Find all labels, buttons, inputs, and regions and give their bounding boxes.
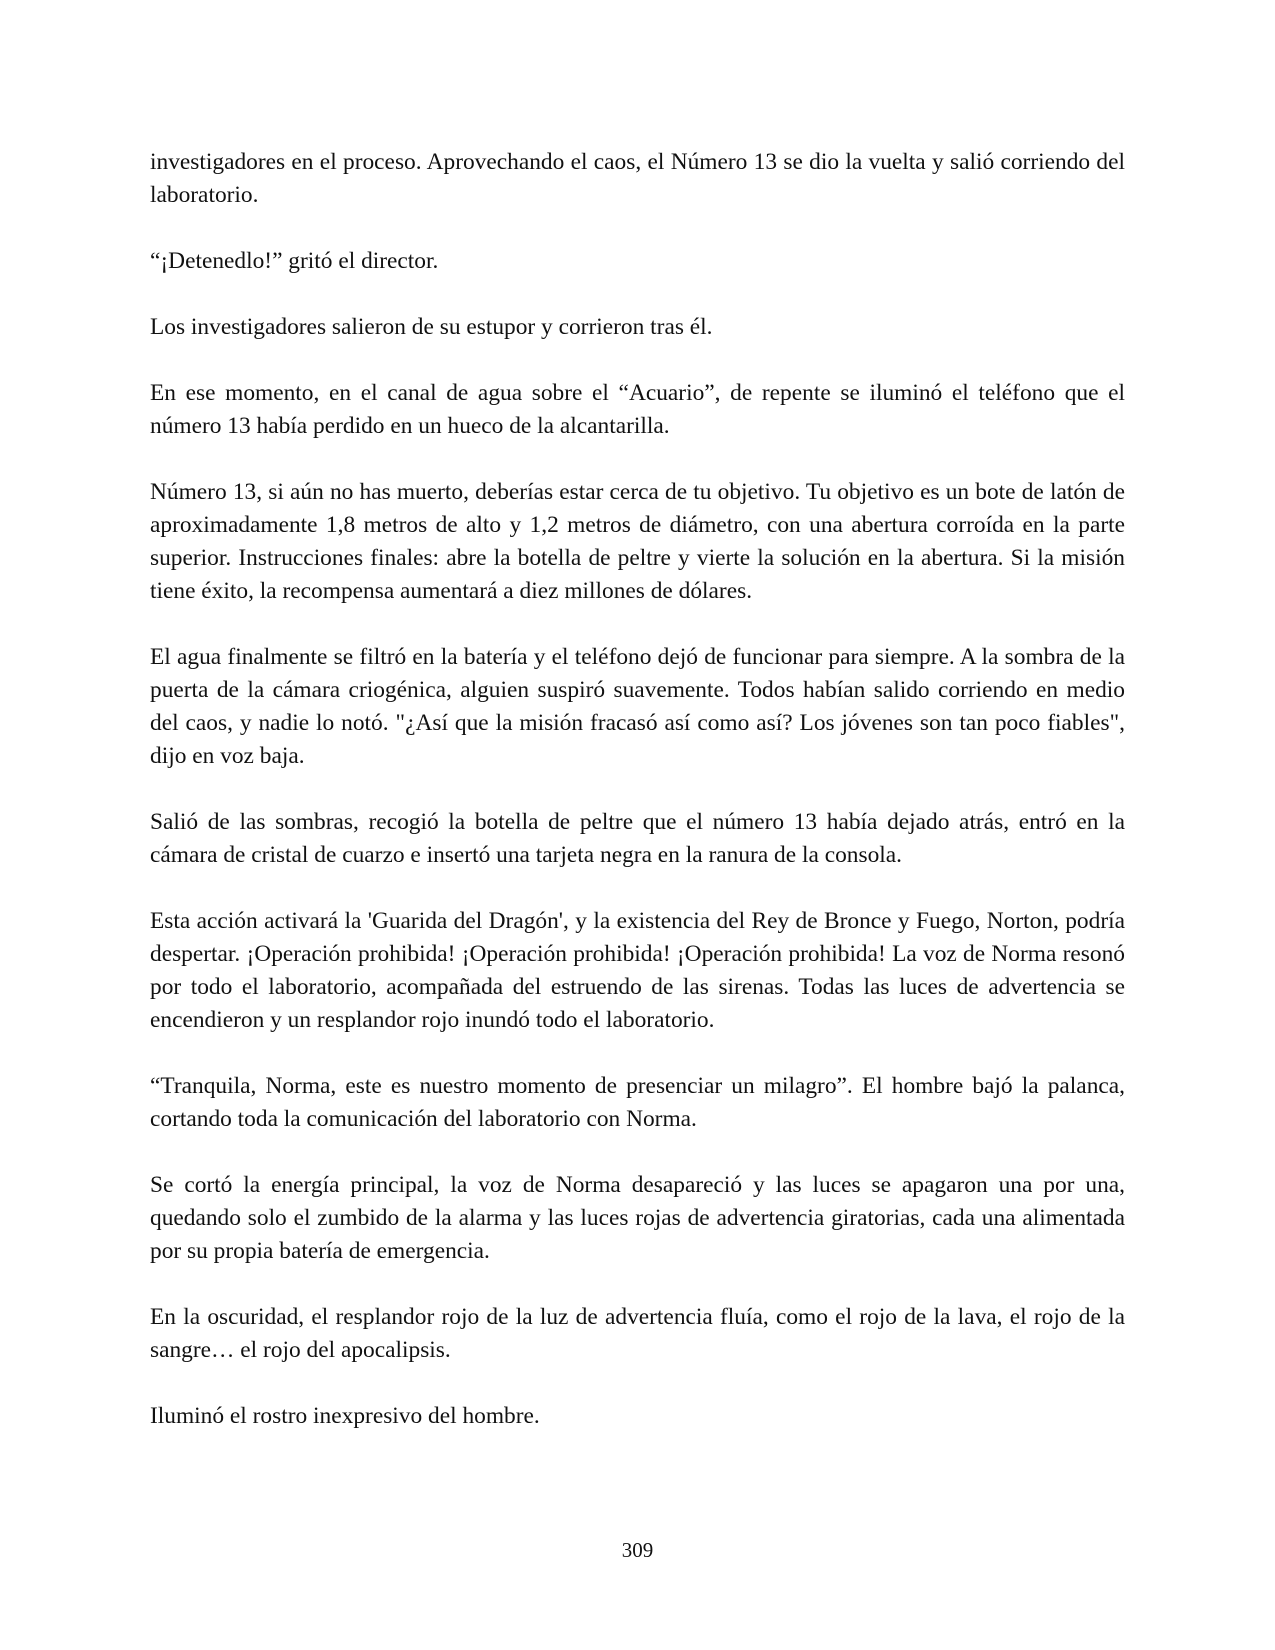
paragraph-4: En ese momento, en el canal de agua sobre el “Acuario”, de repente se iluminó el teléfono que el número 13 había perdido en un hueco de la alcantarilla. <box>150 380 1125 439</box>
paragraph-6: El agua finalmente se filtró en la batería y el teléfono dejó de funcionar para siempre. A la sombra de la puerta de la cámara criogénica, alguien suspiró suavemente. Todos habían salido corriendo en medio del caos, y nadie lo notó. "¿Así que la misión fracasó así como así? Los jóvenes son tan poco fiables", dijo en voz baja. <box>150 644 1125 769</box>
paragraph-8: Esta acción activará la 'Guarida del Dragón', y la existencia del Rey de Bronce y Fuego, Norton, podría despertar. ¡Operación prohibida! ¡Operación prohibida! ¡Operación prohibida! La voz de Norma resonó por todo el laboratorio, acompañada del estruendo de las sirenas. Todas las luces de advertencia se encendieron y un resplandor rojo inundó todo el laboratorio. <box>150 908 1125 1033</box>
paragraph-7: Salió de las sombras, recogió la botella de peltre que el número 13 había dejado atrás, entró en la cámara de cristal de cuarzo e insertó una tarjeta negra en la ranura de la consola. <box>150 809 1125 868</box>
paragraph-10: Se cortó la energía principal, la voz de Norma desapareció y las luces se apagaron una por una, quedando solo el zumbido de la alarma y las luces rojas de advertencia giratorias, cada una alimentada por su propia batería de emergencia. <box>150 1172 1125 1264</box>
page-number: 309 <box>621 1538 654 1562</box>
paragraph-12: Iluminó el rostro inexpresivo del hombre. <box>150 1403 540 1429</box>
paragraph-9: “Tranquila, Norma, este es nuestro momento de presenciar un milagro”. El hombre bajó la palanca, cortando toda la comunicación del laboratorio con Norma. <box>150 1073 1125 1132</box>
paragraph-3: Los investigadores salieron de su estupor y corrieron tras él. <box>150 314 713 340</box>
paragraph-11: En la oscuridad, el resplandor rojo de la luz de advertencia fluía, como el rojo de la lava, el rojo de la sangre… el rojo del apocalipsis. <box>150 1304 1125 1363</box>
paragraph-1: investigadores en el proceso. Aprovechando el caos, el Número 13 se dio la vuelta y salió corriendo del laboratorio. <box>150 149 1125 208</box>
paragraph-5: Número 13, si aún no has muerto, deberías estar cerca de tu objetivo. Tu objetivo es un bote de latón de aproximadamente 1,8 metros de alto y 1,2 metros de diámetro, con una abertura corroída en la parte superior. Instrucciones finales: abre la botella de peltre y vierte la solución en la abertura. Si la misión tiene éxito, la recompensa aumentará a diez millones de dólares. <box>150 479 1125 604</box>
paragraph-2: “¡Detenedlo!” gritó el director. <box>150 248 439 274</box>
body-text <box>150 146 1125 1466</box>
